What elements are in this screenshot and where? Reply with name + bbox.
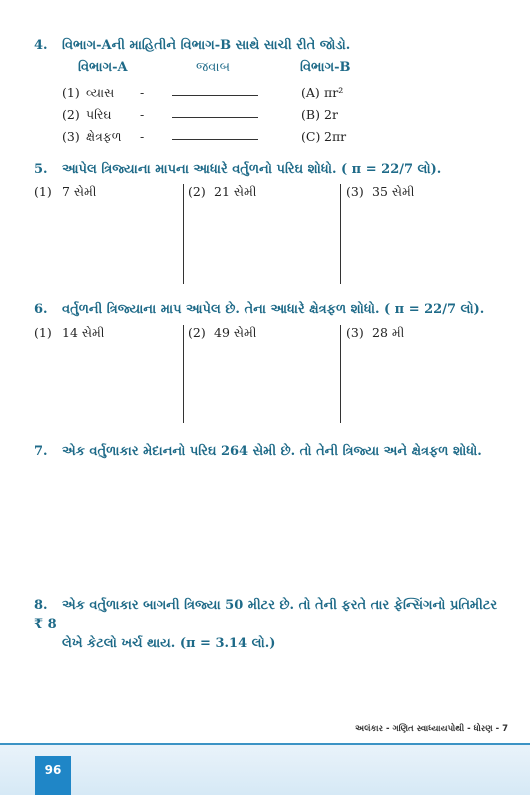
option-value: 2πr: [324, 129, 347, 144]
column-b-header: વિભાગ-B: [300, 60, 351, 75]
option-index: (C): [301, 129, 321, 144]
cell-value: 28 મી: [372, 325, 405, 340]
question-number: 8.: [34, 598, 48, 613]
option-value: πr²: [324, 85, 344, 100]
cell-value: 35 સેમી: [372, 184, 415, 199]
question-text-line-2: લેખે કેટલો ખર્ચ થાય. (π = 3.14 લો.): [62, 636, 276, 651]
question-number: 7.: [34, 444, 48, 459]
cell-value: 7 સેમી: [62, 184, 97, 199]
row-index: (2): [62, 107, 80, 122]
column-divider: [183, 184, 184, 284]
question-text: વર્તુળની ત્રિજ્યાના માપ આપેલ છે. તેના આધારે ક્ષેત્રફળ શોધો. ( π = 22/7 લો).: [62, 302, 485, 317]
footer-band: [0, 743, 530, 795]
question-text-line-1: એક વર્તુળાકાર બાગની ત્રિજ્યા 50 મીટર છે. તો તેની ફરતે તાર ફેન્સિંગનો પ્રતિમીટર ₹ 8: [34, 598, 498, 632]
book-title: અલંકાર - ગણિત સ્વાધ્યાયપોથી - ધોરણ - 7: [355, 724, 508, 734]
row-index: (3): [62, 129, 80, 144]
cell-index: (2): [188, 325, 206, 340]
question-number: 6.: [34, 302, 48, 317]
column-divider: [340, 325, 341, 423]
row-term: પરિઘ: [86, 107, 112, 122]
row-dash: -: [140, 129, 145, 144]
row-dash: -: [140, 107, 145, 122]
answer-space[interactable]: [34, 640, 510, 720]
question-number: 5.: [34, 162, 48, 177]
column-divider: [340, 184, 341, 284]
row-term: ક્ષેત્રફળ: [86, 129, 122, 144]
cell-index: (2): [188, 184, 206, 199]
option-index: (B): [301, 107, 320, 122]
page-number: 96: [35, 756, 71, 795]
question-5: [34, 162, 510, 177]
cell-index: (3): [346, 325, 364, 340]
question-text: વિભાગ-Aની માહિતીને વિભાગ-B સાથે સાચી રીતે જોડો.: [62, 38, 351, 53]
cell-index: (3): [346, 184, 364, 199]
cell-value: 49 સેમી: [214, 325, 257, 340]
footer-divider: [0, 743, 530, 745]
row-index: (1): [62, 85, 80, 100]
row-term: વ્યાસ: [86, 85, 115, 100]
cell-index: (1): [34, 184, 52, 199]
question-7: [34, 444, 510, 459]
question-number: 4.: [34, 38, 48, 53]
column-divider: [183, 325, 184, 423]
answer-space[interactable]: [34, 468, 510, 588]
option-value: 2r: [324, 107, 338, 122]
cell-value: 14 સેમી: [62, 325, 105, 340]
column-answer-header: જવાબ: [196, 60, 231, 75]
answer-blank[interactable]: [172, 117, 258, 118]
row-dash: -: [140, 85, 145, 100]
question-text: એક વર્તુળાકાર મેદાનનો પરિઘ 264 સેમી છે. તો તેની ત્રિજ્યા અને ક્ષેત્રફળ શોધો.: [62, 444, 482, 459]
column-a-header: વિભાગ-A: [78, 60, 128, 75]
answer-blank[interactable]: [172, 95, 258, 96]
cell-value: 21 સેમી: [214, 184, 257, 199]
question-6: [34, 302, 510, 317]
answer-blank[interactable]: [172, 139, 258, 140]
option-index: (A): [301, 85, 320, 100]
cell-index: (1): [34, 325, 52, 340]
question-text: આપેલ ત્રિજ્યાના માપના આધારે વર્તુળનો પરિઘ શોધો. ( π = 22/7 લો).: [62, 162, 442, 177]
question-4: [34, 38, 510, 53]
